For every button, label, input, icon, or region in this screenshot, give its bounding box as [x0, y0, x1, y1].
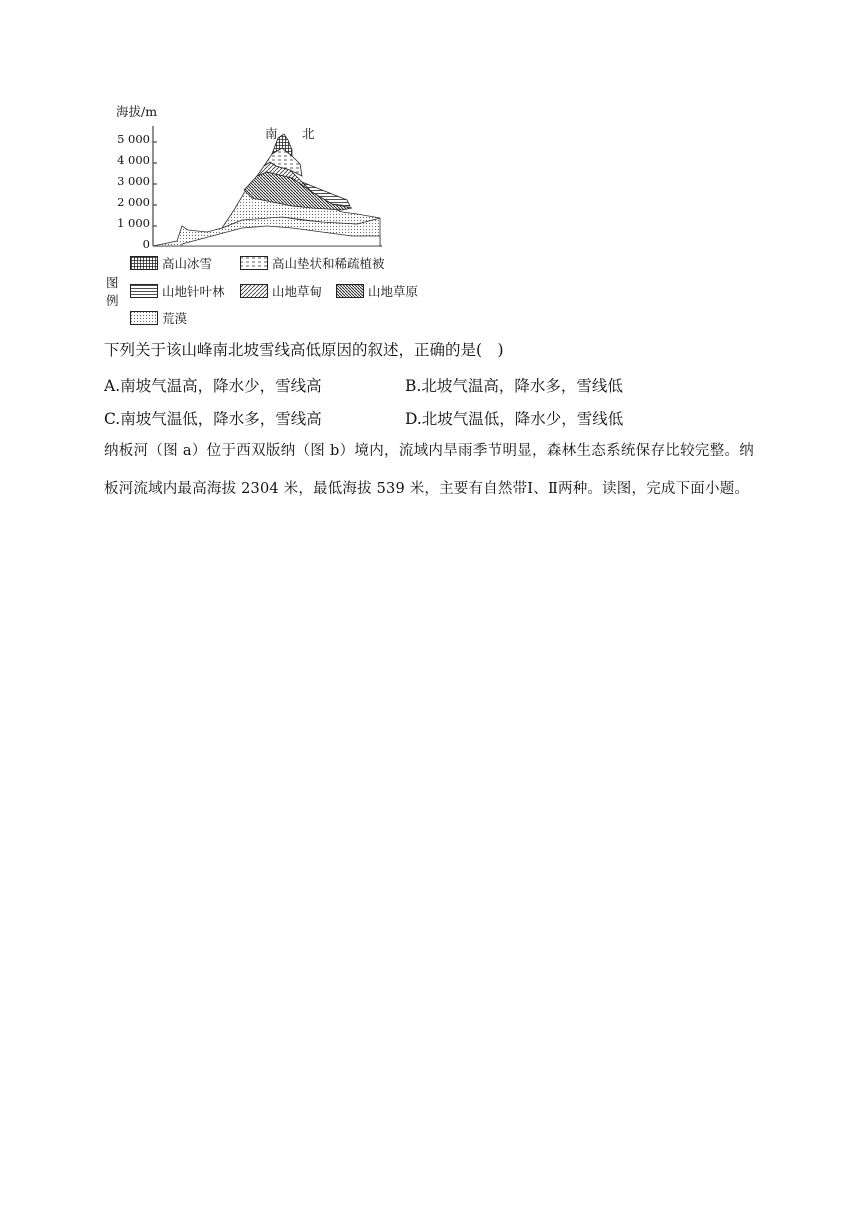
dots-swatch-icon — [130, 311, 158, 325]
legend-label: 高山垫状和稀疏植被 — [272, 256, 385, 271]
legend-item-grassland — [336, 282, 418, 300]
north-slope-label: 北 — [302, 126, 315, 141]
y-tick-3000: 3 000 — [117, 174, 150, 188]
legend-label: 荒漠 — [162, 311, 188, 326]
south-slope-label: 南 — [265, 126, 278, 141]
legend-item-alpine-snow — [130, 254, 212, 272]
legend-label: 高山冰雪 — [162, 256, 213, 271]
legend-item-desert — [130, 309, 187, 327]
y-tick-0: 0 — [142, 237, 150, 251]
legend-item-coniferous-forest — [130, 282, 225, 300]
mountain-profile-figure — [100, 96, 430, 332]
y-tick-2000: 2 000 — [117, 195, 150, 209]
option-b[interactable]: B.北坡气温高，降水多，雪线低 — [405, 377, 623, 395]
option-a[interactable]: A.南坡气温高，降水少，雪线高 — [104, 377, 322, 395]
option-c[interactable]: C.南坡气温低，降水多，雪线高 — [104, 410, 322, 428]
y-tick-4000: 4 000 — [117, 153, 150, 167]
dash-swatch-icon — [240, 256, 268, 270]
grid-swatch-icon — [130, 256, 158, 270]
legend-label: 山地针叶林 — [162, 284, 225, 299]
y-axis-label: 海拔/m — [116, 104, 158, 119]
legend-item-meadow — [240, 282, 322, 300]
y-tick-5000: 5 000 — [117, 132, 150, 146]
question-stem: 下列关于该山峰南北坡雪线高低原因的叙述，正确的是( ) — [104, 341, 504, 359]
passage-text: 纳板河（图 a）位于西双版纳（图 b）境内，流域内旱雨季节明显，森林生态系统保存比较完整。纳板河流域内最高海拔 2304 米，最低海拔 539 米，主要有自然带Ⅰ、Ⅱ两种。读图，完成下面小题。 — [104, 443, 754, 497]
profile-diagram — [152, 126, 432, 250]
legend-label: 山地草甸 — [272, 284, 323, 299]
diag-swatch-icon — [240, 284, 268, 298]
y-tick-1000: 1 000 — [117, 216, 150, 230]
hlines-swatch-icon — [130, 284, 158, 298]
legend-item-alpine-cushion — [240, 254, 385, 272]
option-d[interactable]: D.北坡气温低，降水少，雪线低 — [405, 410, 624, 428]
diagdense-swatch-icon — [336, 284, 364, 298]
legend-title: 图例 — [106, 275, 119, 308]
legend-label: 山地草原 — [368, 284, 419, 299]
